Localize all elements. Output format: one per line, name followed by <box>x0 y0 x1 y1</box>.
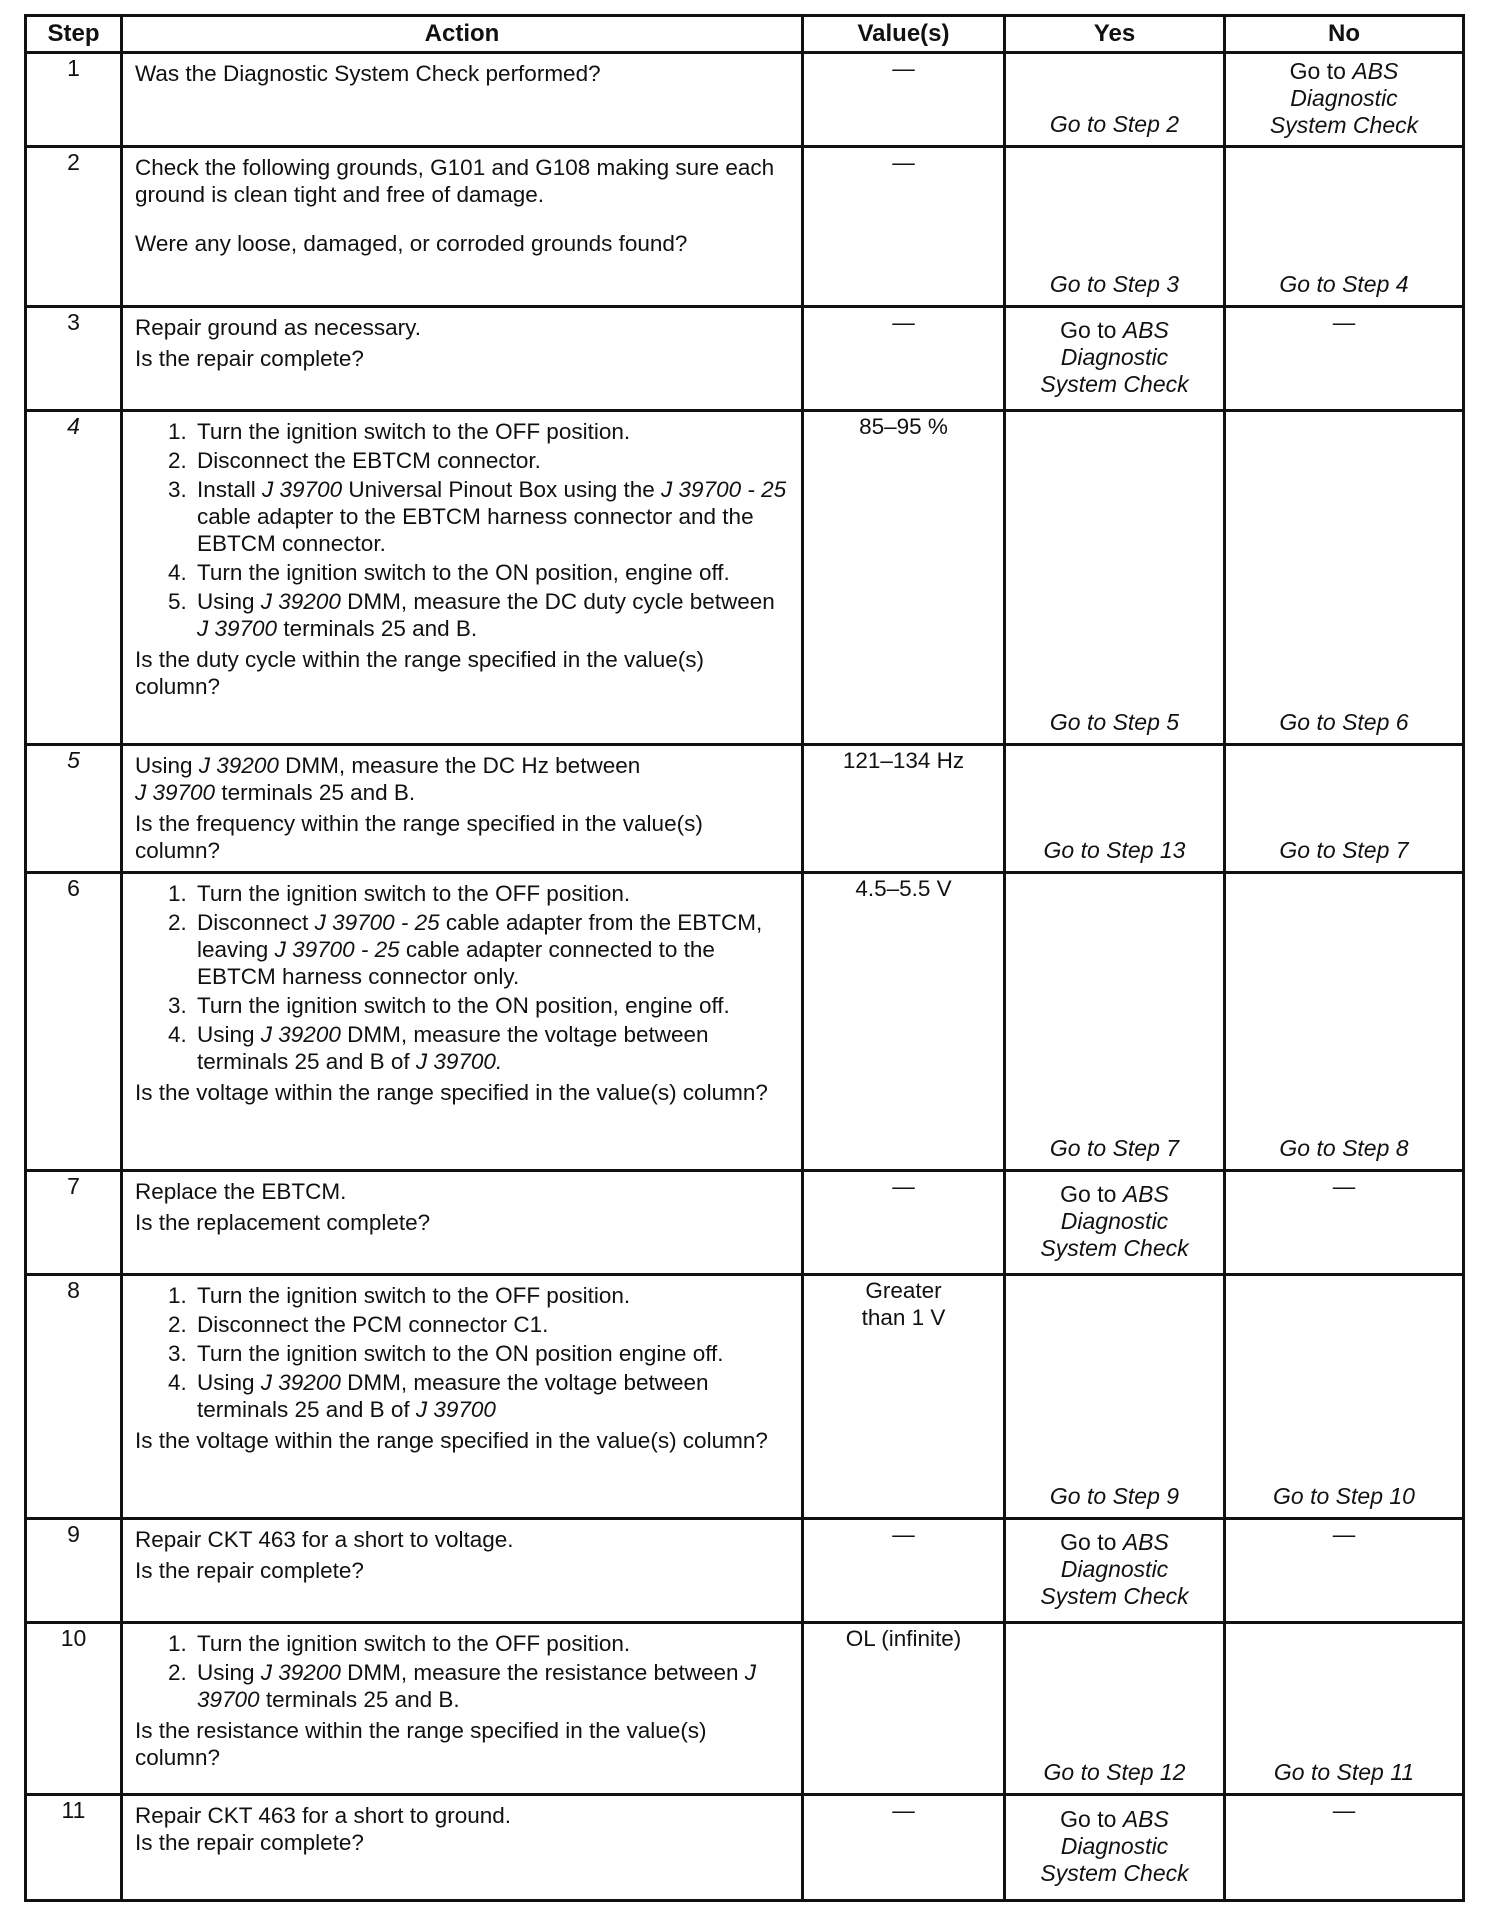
diagnostic-table <box>24 14 1465 1902</box>
list-item: 4. Using J 39200 DMM, measure the voltage between terminals 25 and B of J 39700 <box>193 1369 791 1423</box>
table-row <box>26 1519 1464 1623</box>
action-cell <box>122 1519 803 1623</box>
yes-cell <box>1005 411 1225 745</box>
yes-goto: Go to Step 13 <box>1043 837 1186 863</box>
step-number: 4 <box>26 411 122 745</box>
table-row <box>26 147 1464 307</box>
yes-cell <box>1005 1623 1225 1795</box>
instruction-text: Check the following grounds, G101 and G108 making sure each ground is clean tight and free of damage. <box>135 155 775 207</box>
no-goto: Go to Step 7 <box>1279 837 1409 863</box>
instruction-text: Using J 39200 DMM, measure the DC Hz between J 39700 terminals 25 and B. <box>135 753 641 805</box>
no-cell <box>1225 53 1464 147</box>
value-cell: 121–134 Hz <box>803 745 1005 873</box>
step-number: 3 <box>26 307 122 411</box>
no-cell <box>1225 1623 1464 1795</box>
instruction-text: Repair CKT 463 for a short to voltage. <box>135 1527 514 1552</box>
yes-cell <box>1005 873 1225 1171</box>
value-cell: Greater than 1 V <box>803 1275 1005 1519</box>
no-goto: Go to Step 11 <box>1273 1759 1415 1785</box>
question-text: Is the voltage within the range specified in the value(s) column? <box>135 1428 768 1453</box>
instruction-text: Repair CKT 463 for a short to ground. <box>135 1803 512 1828</box>
step-number: 11 <box>26 1795 122 1901</box>
no-goto: Go to Step 6 <box>1279 709 1409 735</box>
step-number: 6 <box>26 873 122 1171</box>
action-cell <box>122 53 803 147</box>
procedure-list <box>135 418 791 642</box>
action-cell <box>122 411 803 745</box>
no-cell: — <box>1225 1519 1464 1623</box>
question-text: Is the repair complete? <box>135 346 364 371</box>
question-text: Was the Diagnostic System Check performed? <box>135 61 601 86</box>
instruction-text: Repair ground as necessary. <box>135 315 421 340</box>
list-item: 2. Disconnect the EBTCM connector. <box>193 447 791 474</box>
list-item: 3. Install J 39700 Universal Pinout Box using the J 39700 - 25 cable adapter to the EBTCM harness connector and the EBTCM connector. <box>193 476 791 557</box>
no-cell <box>1225 873 1464 1171</box>
question-text: Is the duty cycle within the range specified in the value(s) column? <box>135 647 705 699</box>
no-goto: Go to Step 4 <box>1279 271 1409 297</box>
header-yes: Yes <box>1005 16 1225 53</box>
value-cell: — <box>803 307 1005 411</box>
header-no: No <box>1225 16 1464 53</box>
table-row <box>26 53 1464 147</box>
list-item: 3. Turn the ignition switch to the ON position engine off. <box>193 1340 791 1367</box>
header-row <box>26 16 1464 53</box>
action-cell <box>122 1275 803 1519</box>
yes-cell <box>1005 53 1225 147</box>
action-cell <box>122 1171 803 1275</box>
table-row <box>26 745 1464 873</box>
action-cell <box>122 307 803 411</box>
yes-goto: Go to Step 2 <box>1049 111 1180 137</box>
value-cell: — <box>803 1519 1005 1623</box>
step-number: 2 <box>26 147 122 307</box>
action-cell <box>122 873 803 1171</box>
list-item: 2. Disconnect the PCM connector C1. <box>193 1311 791 1338</box>
list-item: 3. Turn the ignition switch to the ON position, engine off. <box>193 992 791 1019</box>
action-cell <box>122 1623 803 1795</box>
no-cell <box>1225 411 1464 745</box>
procedure-list <box>135 1282 791 1423</box>
step-number: 1 <box>26 53 122 147</box>
goto-abs-check: Go to ABS Diagnostic System Check <box>1040 317 1189 397</box>
question-text: Is the resistance within the range specified in the value(s) column? <box>135 1718 707 1770</box>
header-values: Value(s) <box>803 16 1005 53</box>
yes-goto: Go to Step 7 <box>1049 1135 1180 1161</box>
yes-cell <box>1005 1519 1225 1623</box>
table-row <box>26 873 1464 1171</box>
no-cell <box>1225 147 1464 307</box>
table-row <box>26 1275 1464 1519</box>
table-row <box>26 1795 1464 1901</box>
list-item: 2. Disconnect J 39700 - 25 cable adapter from the EBTCM, leaving J 39700 - 25 cable adapter connected to the EBTCM harness connector only. <box>193 909 791 990</box>
no-cell <box>1225 1275 1464 1519</box>
no-cell: — <box>1225 307 1464 411</box>
no-goto: Go to Step 10 <box>1273 1483 1415 1509</box>
yes-goto: Go to Step 3 <box>1049 271 1180 297</box>
list-item: 2. Using J 39200 DMM, measure the resistance between J 39700 terminals 25 and B. <box>193 1659 791 1713</box>
yes-goto: Go to Step 5 <box>1049 709 1180 735</box>
question-text: Is the frequency within the range specified in the value(s) column? <box>135 811 703 863</box>
value-cell: — <box>803 1795 1005 1901</box>
action-cell <box>122 147 803 307</box>
value-cell: — <box>803 1171 1005 1275</box>
yes-goto: Go to Step 9 <box>1049 1483 1180 1509</box>
header-step: Step <box>26 16 122 53</box>
question-text: Is the replacement complete? <box>135 1210 431 1235</box>
step-number: 10 <box>26 1623 122 1795</box>
list-item: 4. Turn the ignition switch to the ON position, engine off. <box>193 559 791 586</box>
goto-abs-check: Go to ABS Diagnostic System Check <box>1040 1181 1189 1261</box>
no-goto: Go to Step 8 <box>1279 1135 1409 1161</box>
table-row <box>26 1171 1464 1275</box>
no-cell: — <box>1225 1171 1464 1275</box>
table-row <box>26 1623 1464 1795</box>
no-cell: — <box>1225 1795 1464 1901</box>
table-row <box>26 307 1464 411</box>
list-item: 1. Turn the ignition switch to the OFF position. <box>193 880 791 907</box>
list-item: 4. Using J 39200 DMM, measure the voltage between terminals 25 and B of J 39700. <box>193 1021 791 1075</box>
value-cell: 85–95 % <box>803 411 1005 745</box>
table-row <box>26 411 1464 745</box>
goto-abs-check: Go to ABS Diagnostic System Check <box>1269 58 1419 138</box>
goto-abs-check: Go to ABS Diagnostic System Check <box>1040 1529 1189 1609</box>
value-cell: — <box>803 147 1005 307</box>
step-number: 7 <box>26 1171 122 1275</box>
step-number: 9 <box>26 1519 122 1623</box>
goto-abs-check: Go to ABS Diagnostic System Check <box>1040 1806 1189 1886</box>
yes-goto: Go to Step 12 <box>1043 1759 1186 1785</box>
question-text: Is the repair complete? <box>135 1830 364 1855</box>
instruction-text: Replace the EBTCM. <box>135 1179 347 1204</box>
yes-cell <box>1005 147 1225 307</box>
yes-cell <box>1005 307 1225 411</box>
procedure-list <box>135 1630 791 1713</box>
list-item: 1. Turn the ignition switch to the OFF position. <box>193 418 791 445</box>
value-cell: OL (infinite) <box>803 1623 1005 1795</box>
action-cell <box>122 745 803 873</box>
yes-cell <box>1005 1795 1225 1901</box>
question-text: Were any loose, damaged, or corroded grounds found? <box>135 231 688 256</box>
yes-cell <box>1005 1171 1225 1275</box>
question-text: Is the repair complete? <box>135 1558 364 1583</box>
step-number: 8 <box>26 1275 122 1519</box>
list-item: 1. Turn the ignition switch to the OFF position. <box>193 1630 791 1657</box>
yes-cell <box>1005 745 1225 873</box>
list-item: 1. Turn the ignition switch to the OFF position. <box>193 1282 791 1309</box>
no-cell <box>1225 745 1464 873</box>
action-cell <box>122 1795 803 1901</box>
question-text: Is the voltage within the range specified in the value(s) column? <box>135 1080 768 1105</box>
yes-cell <box>1005 1275 1225 1519</box>
list-item: 5. Using J 39200 DMM, measure the DC duty cycle between J 39700 terminals 25 and B. <box>193 588 791 642</box>
step-number: 5 <box>26 745 122 873</box>
procedure-list <box>135 880 791 1075</box>
value-cell: 4.5–5.5 V <box>803 873 1005 1171</box>
header-action: Action <box>122 16 803 53</box>
value-cell: — <box>803 53 1005 147</box>
